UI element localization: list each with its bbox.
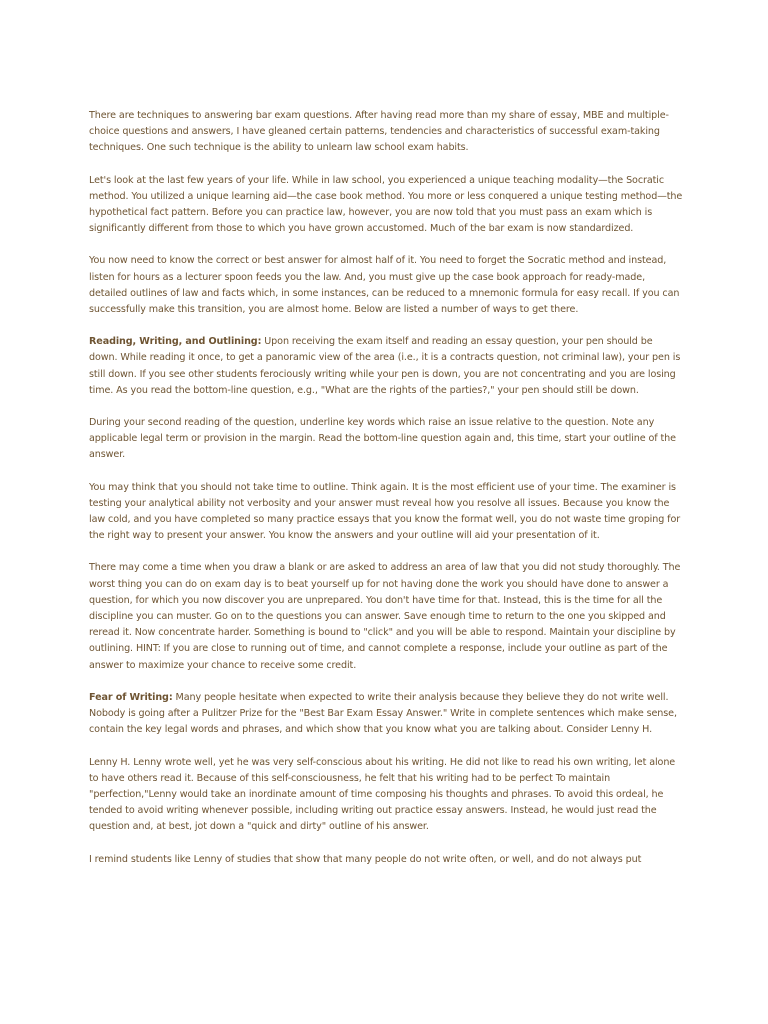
paragraph-intro: [89, 108, 683, 157]
paragraph-transition: [89, 253, 683, 318]
paragraph-outline-time: [89, 480, 683, 545]
paragraph-text: Many people hesitate when expected to write their analysis because they believe they do not write well. Nobody is going after a Pulitzer Prize for the "Best Bar Exam Essay Answer." Write in complete sentences which make sense, contain the key legal words and phrases, and which show that you know what you are talking about. Consider Lenny H.: [89, 691, 677, 736]
section-heading: Fear of Writing:: [89, 691, 173, 703]
paragraph-law-school: [89, 173, 683, 238]
paragraph-text: Upon receiving the exam itself and reading an essay question, your pen should be down. While reading it once, to get a panoramic view of the area (i.e., it is a contracts question, not criminal law), your pen is still down. If you see other students ferociously writing while your pen is down, you are not concentrating and you are losing time. As you read the bottom-line question, e.g., "What are the rights of the parties?," your pen should still be down.: [89, 336, 681, 396]
paragraph-text: You now need to know the correct or best answer for almost half of it. You need to forget the Socratic method and instead, listen for hours as a lecturer spoon feeds you the law. And, you must give up the case book approach for ready-made, detailed outlines of law and facts which, in some instances, can be reduced to a mnemonic formula for easy recall. If you can successfully make this transition, you are almost home. Below are listed a number of ways to get there.: [89, 255, 680, 316]
paragraph-reading-writing-outlining: [89, 334, 683, 399]
paragraph-text: I remind students like Lenny of studies that show that many people do not write often, or well, and do not always put: [89, 853, 642, 865]
paragraph-text: You may think that you should not take time to outline. Think again. It is the most efficient use of your time. The examiner is testing your analytical ability not verbosity and your answer must reveal how you resolve all issues. Because you know the law cold, and you have completed so many practice essays that you know the format well, you do not waste time groping for the right way to present your answer. You know the answers and your outline will aid your presentation of it.: [89, 481, 681, 542]
paragraph-text: During your second reading of the question, underline key words which raise an issue relative to the question. Note any applicable legal term or provision in the margin. Read the bottom-line question again and, this time, start your outline of the answer.: [89, 417, 676, 461]
paragraph-text: There may come a time when you draw a blank or are asked to address an area of law that you did not study thoroughly. The worst thing you can do on exam day is to beat yourself up for not having done the work you should have done to answer a question, for which you now discover you are unprepared. You don't have time for that. Instead, this is the time for all the discipline you can muster. Go on to the questions you can answer. Save enough time to return to the one you skipped and reread it. Now concentrate harder. Something is bound to "click" and you will be able to respond. Maintain your discipline by outlining. HINT: If you are close to running out of time, and cannot complete a response, include your outline as part of the answer to maximize your chance to receive some credit.: [89, 562, 681, 671]
paragraph-text: Lenny H. Lenny wrote well, yet he was very self-conscious about his writing. He did not like to read his own writing, let alone to have others read it. Because of this self-consciousness, he felt that his writing had to be perfect To maintain "perfection,"Lenny would take an inordinate amount of time composing his thoughts and phrases. To avoid this ordeal, he tended to avoid writing whenever possible, including writing out practice essay answers. Instead, he would just read the question and, at best, jot down a "quick and dirty" outline of his answer.: [89, 756, 676, 833]
paragraph-draw-blank: [89, 560, 683, 673]
document-page: [89, 108, 683, 884]
paragraph-text: Let's look at the last few years of your life. While in law school, you experienced a unique teaching modality—the Socratic method. You utilized a unique learning aid—the case book method. You more or less conquered a unique testing method—the hypothetical fact pattern. Before you can practice law, however, you are now told that you must pass an exam which is significantly different from those to which you have grown accustomed. Much of the bar exam is now standardized.: [89, 174, 683, 235]
paragraph-remind-students: [89, 852, 683, 868]
paragraph-second-reading: [89, 415, 683, 464]
section-heading: Reading, Writing, and Outlining:: [89, 336, 262, 348]
paragraph-text: There are techniques to answering bar exam questions. After having read more than my share of essay, MBE and multiple-choice questions and answers, I have gleaned certain patterns, tendencies and characteristics of successful exam-taking techniques. One such technique is the ability to unlearn law school exam habits.: [89, 110, 669, 154]
paragraph-lenny: [89, 755, 683, 836]
paragraph-fear-of-writing: [89, 690, 683, 739]
